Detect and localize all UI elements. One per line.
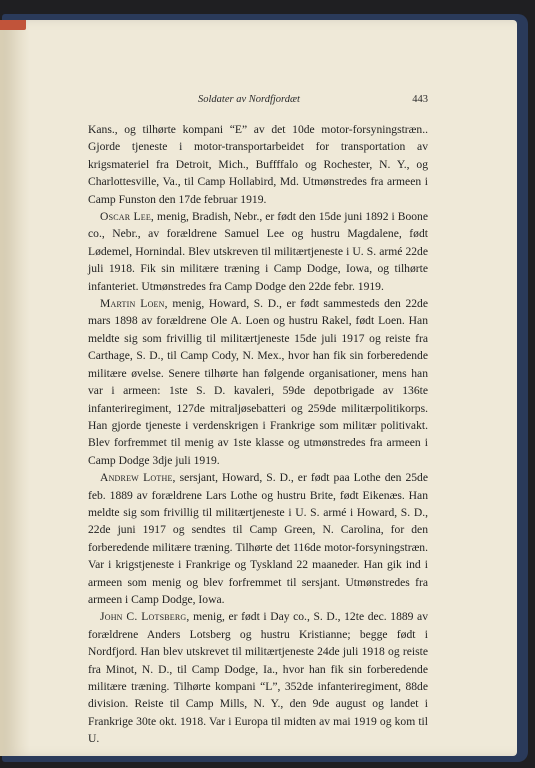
paragraph	[88, 608, 428, 747]
paragraph	[88, 469, 428, 608]
soldier-name: Oscar Lee,	[100, 210, 155, 224]
soldier-name: Andrew Lothe,	[100, 471, 176, 485]
paragraph	[88, 295, 428, 469]
body-text	[88, 121, 428, 748]
paragraph-text: menig, er født i Day co., S. D., 12te dec. 1889 av forældrene Anders Lotsberg og hustru Kristianne; begge født i Nordfjord. Han blev utskrevet til militærtjeneste 24de juli 1918 og reiste fra Minot, N. D., til Camp Dodge, Ia., hvor han fik sin forberedende militære træning. Tilhørte kompani “L”, 352de infanteriregiment, 88de division. Reiste til Camp Mills, N. Y., den 9de august og landet i Frankrige 30te okt. 1918. Var i Europa til midten av mai 1919 og kom til U.	[88, 610, 428, 746]
running-title: Soldater av Nordfjordæt	[198, 94, 300, 105]
soldier-name: John C. Lotsberg,	[100, 610, 190, 624]
bookmark-ribbon	[0, 20, 26, 30]
paragraph	[88, 208, 428, 295]
soldier-name: Martin Loen,	[100, 297, 168, 311]
paragraph-text: Kans., og tilhørte kompani “E” av det 10de motor-forsyningstræn.. Gjorde tjeneste i motor-transportarbeidet for transportation av krigsmateriel fra Detroit, Mich., Buffffalo og Rochester, N. Y., og Charlottesville, Va., til Camp Hollabird, Md. Utmønstredes fra armeen i Camp Funston den 17de februar 1919.	[88, 123, 428, 206]
paragraph-text: sersjant, Howard, S. D., er født paa Lothe den 25de feb. 1889 av forældrene Lars Lothe og hustru Brite, født Eikenæs. Han meldte sig som frivillig til militærtjeneste i U. S. armé i Howard, S. D., 22de juni 1917 og sendtes til Camp Green, N. Carolina, for den forberedende militære træning. Tilhørte det 116de motor-forsyningstræn. Var i krigstjeneste i Frankrige og Tyskland 22 maaneder. Han gik ind i armeen som menig og blev forfremmet til sersjant. Utmønstredes fra armeen i Camp Dodge, Iowa.	[88, 471, 428, 606]
paragraph-text: menig, Bradish, Nebr., er født den 15de juni 1892 i Boone co., Nebr., av forældrene Samuel Lee og hustru Magdalene, født Lødemel, Hornindal. Blev utskreven til militærtjeneste i U. S. armé 22de juli 1918. Fik sin militære træning i Camp Dodge, Iowa, og tilhørte infanteriet. Utmønstredes fra Camp Dodge den 22de febr. 1919.	[88, 210, 428, 293]
paragraph	[88, 121, 428, 208]
page-number: 443	[412, 94, 428, 105]
paragraph-text: menig, Howard, S. D., er født sammesteds den 22de mars 1898 av forældrene Ole A. Loen og hustru Rakel, født Loen. Han meldte sig som frivillig til militærtjeneste 15de juli 1917 og reiste fra Carthage, S. D., til Camp Cody, N. Mex., hvor han fik sin forberedende militære øvelse. Senere tilhørte han følgende organisationer, mens han var i armeen: 1ste S. D. kavaleri, 59de depotbrigade av 136te infanteriregiment, 127de mitraljøsebatteri og 259de militærpolitikorps. Han gjorde tjeneste i verdenskrigen i Frankrige som militær politivakt. Blev forfremmet til menig av 1ste klasse og utmønstredes fra armeen i Camp Dodge 3dje juli 1919.	[88, 297, 428, 467]
page-gutter-shadow	[0, 20, 30, 756]
